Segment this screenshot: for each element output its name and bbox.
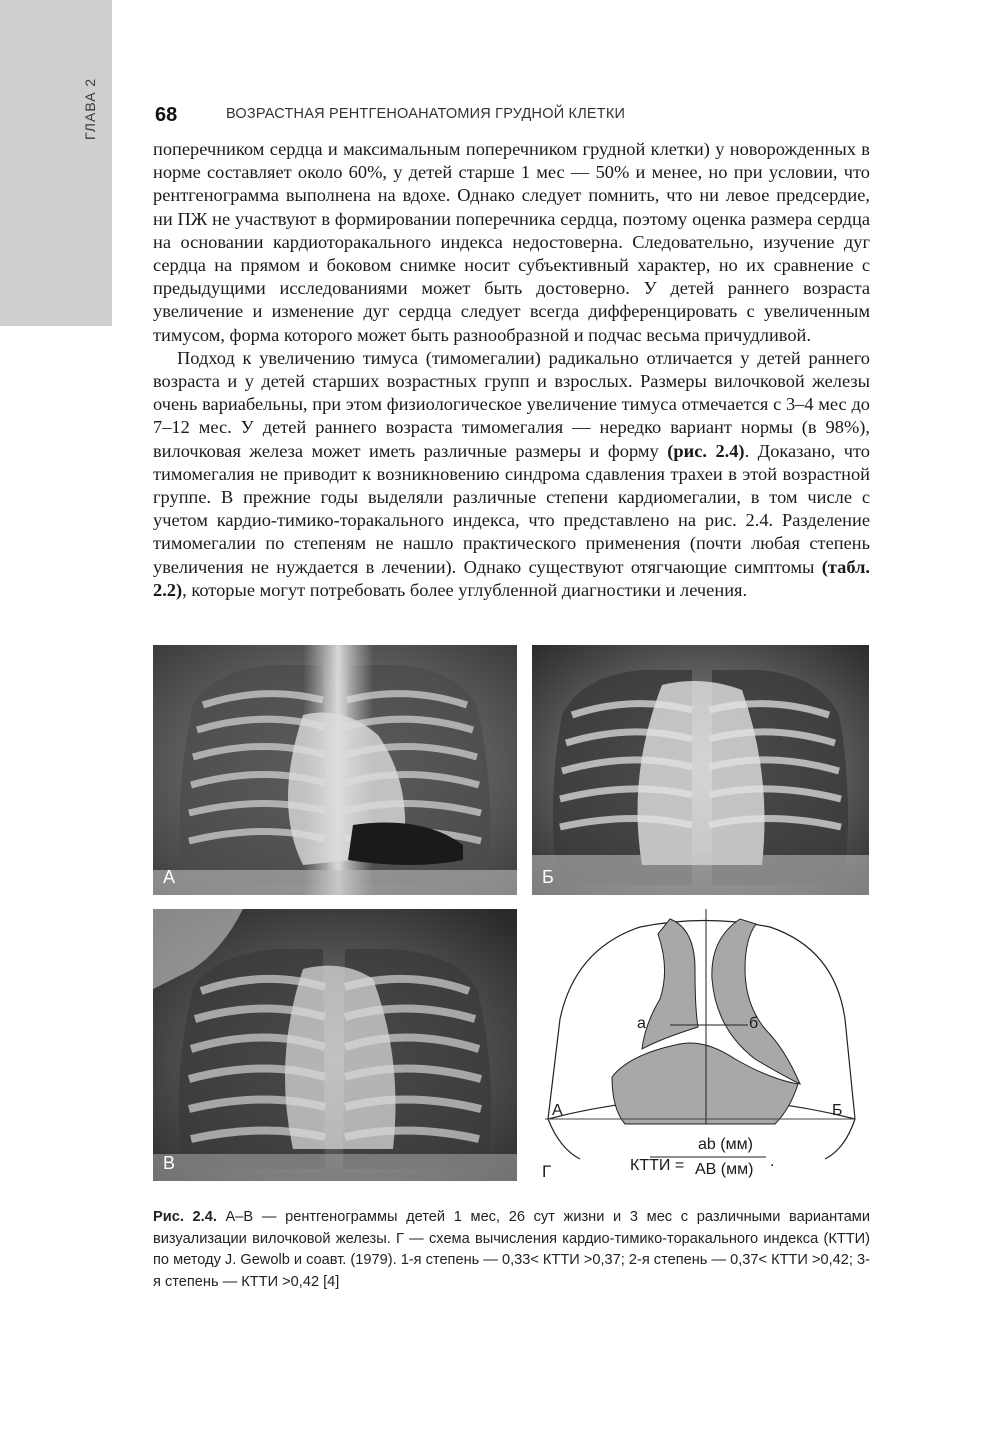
running-title: ВОЗРАСТНАЯ РЕНТГЕНОАНАТОМИЯ ГРУДНОЙ КЛЕТКИ: [226, 106, 626, 122]
label-A-upper: А: [552, 1102, 563, 1119]
label-b-lower: б: [749, 1015, 759, 1032]
panel-letter-d: Г: [542, 1162, 552, 1181]
figure-reference: (рис. 2.4): [667, 440, 745, 461]
panel-letter-a: А: [163, 867, 176, 887]
figure-caption: [153, 1207, 870, 1293]
formula-prefix: КТТИ =: [630, 1157, 685, 1174]
xray-panel-b: [532, 645, 869, 895]
caption-text: А–В — рентгенограммы детей 1 мес, 26 сут жизни и 3 мес с различными вариантами визуализации вилочковой железы. Г — схема вычисления кардио-тимико-торакального индекса (КТТИ) по методу J. Gewolb и соавт. (1979). 1-я степень — 0,33< КТТИ >0,37; 2-я степень — 0,37< КТТИ >0,42; 3-я степень — КТТИ >0,42 [4]: [153, 1209, 870, 1290]
chapter-side-tab: [0, 0, 112, 326]
paragraph-2: [153, 347, 870, 602]
body-text: [153, 138, 870, 602]
table-reference: (табл. 2.2): [153, 556, 870, 600]
xray-image-c: [153, 909, 517, 1181]
paragraph-2-part-b: . Доказано, что тимомегалия не приводит к возникновению синдрома сдавления трахеи в этой возрастной группе. В прежние годы выделяли различные степени кардиомегалии, в том числе с учетом кардио-тимико-торакального индекса, что представлено на рис. 2.4. Разделение тимомегалии по степеням не нашло практического применения (почти любая степень увеличения не нуждается в лечении). Однако существуют отягчающие симптомы: [153, 440, 870, 577]
panel-letter-c: В: [163, 1153, 176, 1173]
page-number: 68: [155, 104, 178, 126]
xray-image-b: [532, 645, 869, 895]
xray-image-a: [153, 645, 517, 895]
xray-panel-c: [153, 909, 517, 1181]
formula-suffix: .: [770, 1153, 775, 1170]
paragraph-1: поперечником сердца и максимальным поперечником грудной клетки) у новорожденных в норме составляет около 60%, у детей старше 1 мес — 50% и менее, но при условии, что рентгенограмма выполнена на вдохе. Однако следует помнить, что ни левое предсердие, ни ПЖ не участвуют в формировании поперечника сердца, поэтому оценка размера сердца на основании кардиоторакального индекса недостоверна. Следовательно, изучение дуг сердца на прямом и боковом снимке носит субъективный характер, но их сравнение с предыдущими исследованиями может быть достоверно. У детей раннего возраста увеличение и изменение дуг сердца следует всегда дифференцировать с увеличенным тимусом, форма которого может быть разнообразной и подчас весьма причудливой.: [153, 139, 870, 345]
formula-numerator: ab (мм): [698, 1136, 753, 1153]
xray-panel-a: [153, 645, 517, 895]
paragraph-2-part-a: Подход к увеличению тимуса (тимомегалии) радикально отличается у детей раннего возраста и у детей старших возрастных групп и взрослых. Размеры вилочковой железы очень вариабельны, при этом физиологическое увеличение тимуса отмечается с 3–4 мес до 7–12 мес. У детей раннего возраста тимомегалия — нередко вариант нормы (в 98%), вилочковая железа может иметь различные размеры и форму: [153, 347, 870, 461]
chapter-label: ГЛАВА 2: [82, 77, 98, 140]
paragraph-2-part-c: , которые могут потребовать более углубленной диагностики и лечения.: [182, 579, 748, 600]
formula-denominator: AB (мм): [695, 1161, 754, 1178]
label-a-lower: а: [637, 1015, 646, 1032]
ktti-diagram-panel: [530, 909, 870, 1194]
thymus-left-lobe: [642, 919, 698, 1049]
label-B-upper: Б: [832, 1102, 843, 1119]
caption-label: Рис. 2.4.: [153, 1209, 217, 1225]
panel-letter-b: Б: [542, 867, 554, 887]
